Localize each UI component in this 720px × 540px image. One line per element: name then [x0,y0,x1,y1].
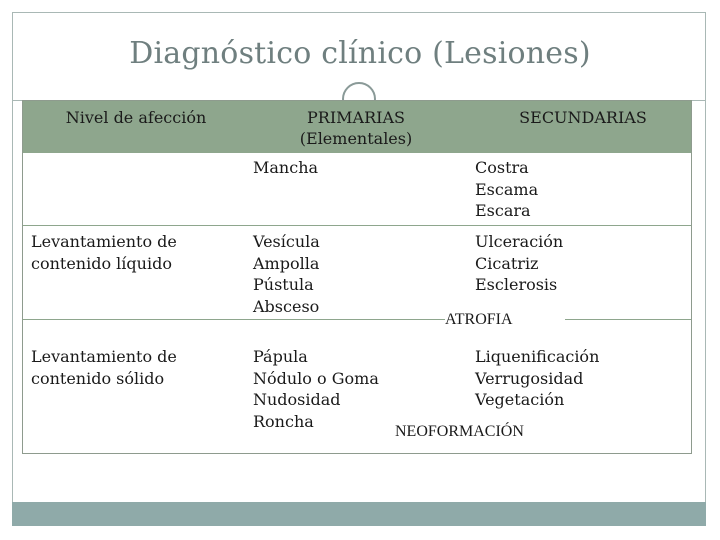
row-divider [23,225,691,226]
row3-secondary: Liquenificación Verrugosidad Vegetación [475,347,600,409]
header-secondary: SECUNDARIAS [519,108,647,127]
row2-primary: Vesícula Ampolla Pústula Absceso [253,232,320,316]
row3-note-neoformacion: NEOFORMACIÓN [395,423,524,440]
row1-secondary: Costra Escama Escara [475,158,539,220]
row-divider [23,319,691,320]
row2-secondary: Ulceración Cicatriz Esclerosis [475,232,564,294]
row2-level: Levantamiento de contenido líquido [31,232,177,273]
header-level: Nivel de afección [65,108,207,127]
row3-level: Levantamiento de contenido sólido [31,347,177,388]
lesions-table [22,100,692,454]
footer-band [12,502,706,526]
row3-primary: Pápula Nódulo o Goma Nudosidad Roncha [253,347,379,431]
slide-title: Diagnóstico clínico (Lesiones) [129,36,591,71]
row1-primary: Mancha [253,158,319,177]
row2-note-atrofia: ATROFIA [445,309,565,331]
header-primary: PRIMARIAS (Elementales) [299,108,413,148]
